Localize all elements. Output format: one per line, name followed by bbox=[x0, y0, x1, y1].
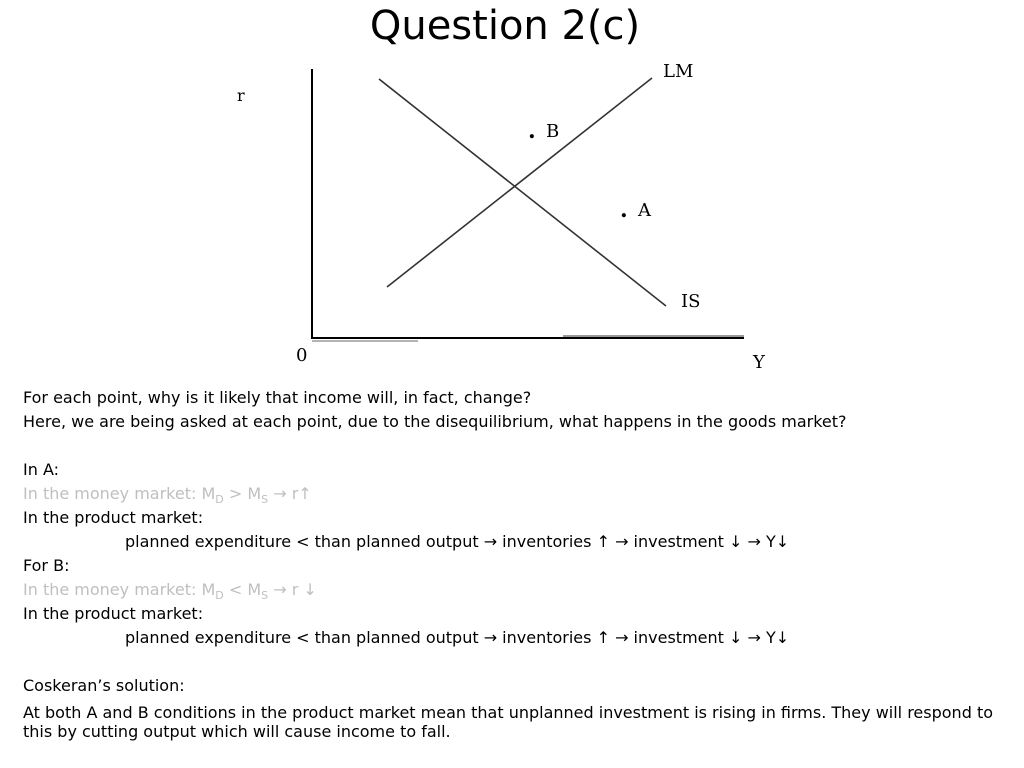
is-label: IS bbox=[681, 291, 701, 312]
point-b-money-market-line bbox=[23, 578, 1013, 602]
islm-diagram bbox=[0, 0, 1024, 380]
money-market-result: → r ↓ bbox=[268, 580, 317, 599]
blank-line bbox=[23, 434, 1013, 458]
point-b-marker: . bbox=[528, 118, 536, 144]
y-axis-label: r bbox=[237, 86, 245, 105]
is-curve bbox=[379, 79, 666, 306]
money-market-prefix: In the money market: M bbox=[23, 580, 216, 599]
lm-label: LM bbox=[663, 61, 694, 82]
ms-subscript: S bbox=[261, 589, 269, 603]
origin-label: 0 bbox=[296, 345, 308, 366]
x-axis-label: Y bbox=[753, 352, 765, 373]
point-b-heading: For B: bbox=[23, 556, 70, 575]
blank-line bbox=[23, 650, 1013, 674]
point-a-product-heading: In the product market: bbox=[23, 508, 204, 527]
money-market-prefix: In the money market: M bbox=[23, 484, 216, 503]
money-market-comparison: < M bbox=[223, 580, 262, 599]
ms-subscript: S bbox=[261, 493, 269, 507]
md-subscript: D bbox=[215, 589, 224, 603]
point-b-product-chain: planned expenditure < than planned output → inventories ↑ → investment ↓ → Y↓ bbox=[125, 628, 790, 647]
point-a-money-market-line bbox=[23, 482, 1013, 506]
point-a-label: A bbox=[638, 200, 651, 221]
money-market-comparison: > M bbox=[223, 484, 262, 503]
point-a-marker: . bbox=[620, 197, 628, 223]
md-subscript: D bbox=[215, 493, 224, 507]
question-line: For each point, why is it likely that income will, in fact, change? bbox=[23, 388, 532, 407]
lm-curve bbox=[387, 78, 652, 287]
point-b-product-heading: In the product market: bbox=[23, 604, 204, 623]
notes-text bbox=[23, 386, 1013, 741]
solution-text: At both A and B conditions in the product market mean that unplanned investment is rising in firms. They will respond to this by cutting output which will cause income to fall. bbox=[23, 703, 993, 741]
clarification-line: Here, we are being asked at each point, due to the disequilibrium, what happens in the goods market? bbox=[23, 412, 847, 431]
point-b-label: B bbox=[546, 121, 560, 142]
point-a-product-chain: planned expenditure < than planned output → inventories ↑ → investment ↓ → Y↓ bbox=[125, 532, 790, 551]
point-a-heading: In A: bbox=[23, 460, 59, 479]
money-market-result: → r↑ bbox=[268, 484, 312, 503]
slide-title: Question 2(c) bbox=[369, 3, 641, 49]
solution-heading: Coskeran’s solution: bbox=[23, 676, 185, 695]
